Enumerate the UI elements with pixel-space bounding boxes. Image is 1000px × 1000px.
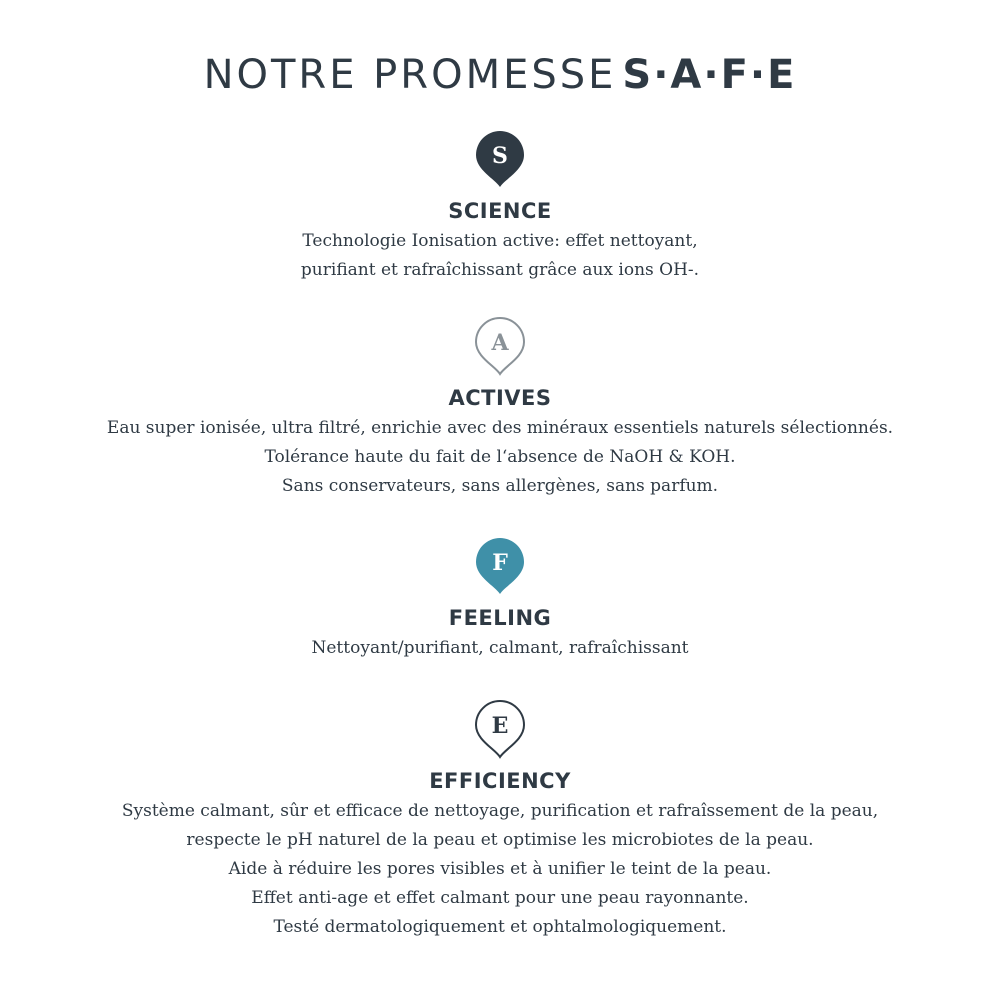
description-line: Tolérance haute du fait de l‘absence de NaOH & KOH. [264, 447, 736, 467]
section-description [0, 227, 1000, 285]
title-text: NOTRE PROMESSE [203, 52, 617, 98]
description-line: Eau super ionisée, ultra filtré, enrichie avec des minéraux essentiels naturels sélectionnés. [106, 418, 894, 438]
section-heading: EFFICIENCY [429, 769, 571, 793]
section-feeling [0, 535, 1000, 663]
description-line: Technologie Ionisation active: effet nettoyant, [302, 231, 698, 251]
pin-letter: E [491, 713, 509, 739]
section-heading: ACTIVES [448, 386, 552, 410]
section-efficiency [0, 698, 1000, 942]
section-science [0, 128, 1000, 285]
description-line: Effet anti-age et effet calmant pour une peau rayonnante. [251, 888, 749, 908]
pin-letter: F [492, 550, 508, 576]
section-description [0, 797, 1000, 942]
description-line: respecte le pH naturel de la peau et optimise les microbiotes de la peau. [186, 830, 814, 850]
description-line: Aide à réduire les pores visibles et à unifier le teint de la peau. [228, 859, 772, 879]
title-brand: S·A·F·E [622, 52, 797, 98]
description-line: Testé dermatologiquement et ophtalmologiquement. [273, 917, 727, 937]
map-pin-outline-grey-icon [473, 315, 527, 377]
map-pin-filled-dark-icon [473, 128, 527, 190]
pin-letter: S [492, 143, 508, 169]
description-line: purifiant et rafraîchissant grâce aux ions OH-. [300, 260, 700, 280]
description-line: Nettoyant/purifiant, calmant, rafraîchissant [311, 638, 689, 658]
section-description [0, 634, 1000, 663]
page-title [0, 52, 1000, 98]
description-line: Sans conservateurs, sans allergènes, sans parfum. [281, 476, 719, 496]
description-line: Système calmant, sûr et efficace de nettoyage, purification et rafraîssement de la peau, [121, 801, 879, 821]
map-pin-outline-dark-icon [473, 698, 527, 760]
section-heading: SCIENCE [448, 199, 552, 223]
section-heading: FEELING [448, 606, 552, 630]
section-description [0, 414, 1000, 501]
section-actives [0, 315, 1000, 501]
map-pin-filled-teal-icon [473, 535, 527, 597]
pin-letter: A [491, 330, 509, 356]
